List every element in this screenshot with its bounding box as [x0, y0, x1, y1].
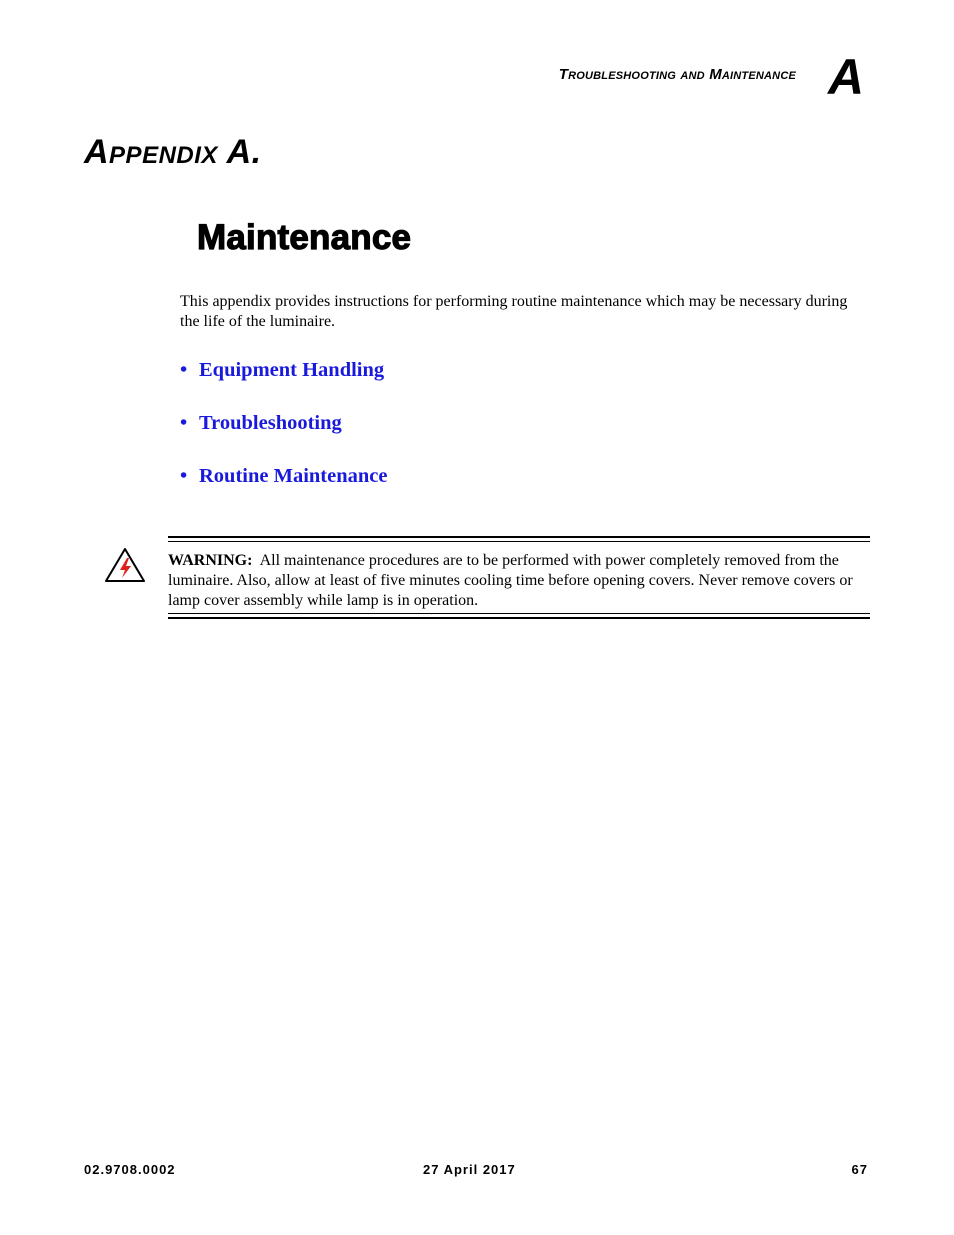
toc-item-routine-maintenance — [180, 462, 387, 515]
toc-link-equipment-handling[interactable]: Equipment Handling — [199, 359, 385, 381]
warning-label: WARNING: — [168, 552, 253, 569]
toc-bullet: • — [180, 465, 188, 487]
electrical-hazard-icon — [104, 547, 146, 583]
warning-top-rule — [168, 536, 870, 542]
toc-item-troubleshooting — [180, 409, 387, 462]
intro-paragraph: This appendix provides instructions for performing routine maintenance which may be necessary during the life of the luminaire. — [180, 293, 848, 330]
toc-link-troubleshooting[interactable]: Troubleshooting — [199, 412, 342, 434]
toc-bullet: • — [180, 359, 188, 381]
footer-page-number: 67 — [851, 1162, 868, 1177]
toc-bullet: • — [180, 412, 188, 434]
toc-link-routine-maintenance[interactable]: Routine Maintenance — [199, 465, 388, 487]
footer-doc-number: 02.9708.0002 — [84, 1162, 176, 1177]
warning-bottom-rule — [168, 613, 870, 619]
warning-text — [168, 551, 870, 611]
toc-item-equipment-handling — [180, 356, 387, 409]
warning-body: All maintenance procedures are to be performed with power completely removed from the luminaire. Also, allow at least of five minutes cooling time before opening covers. Never remove covers or lamp cover assembly while lamp is in operation. — [168, 552, 853, 609]
section-title: Maintenance — [197, 218, 412, 257]
footer-date: 27 April 2017 — [423, 1162, 516, 1177]
toc-list — [180, 356, 387, 515]
appendix-letter-badge: A — [828, 49, 865, 105]
appendix-title: Appendix A. — [84, 133, 262, 171]
running-header-title: Troubleshooting and Maintenance — [558, 66, 796, 83]
